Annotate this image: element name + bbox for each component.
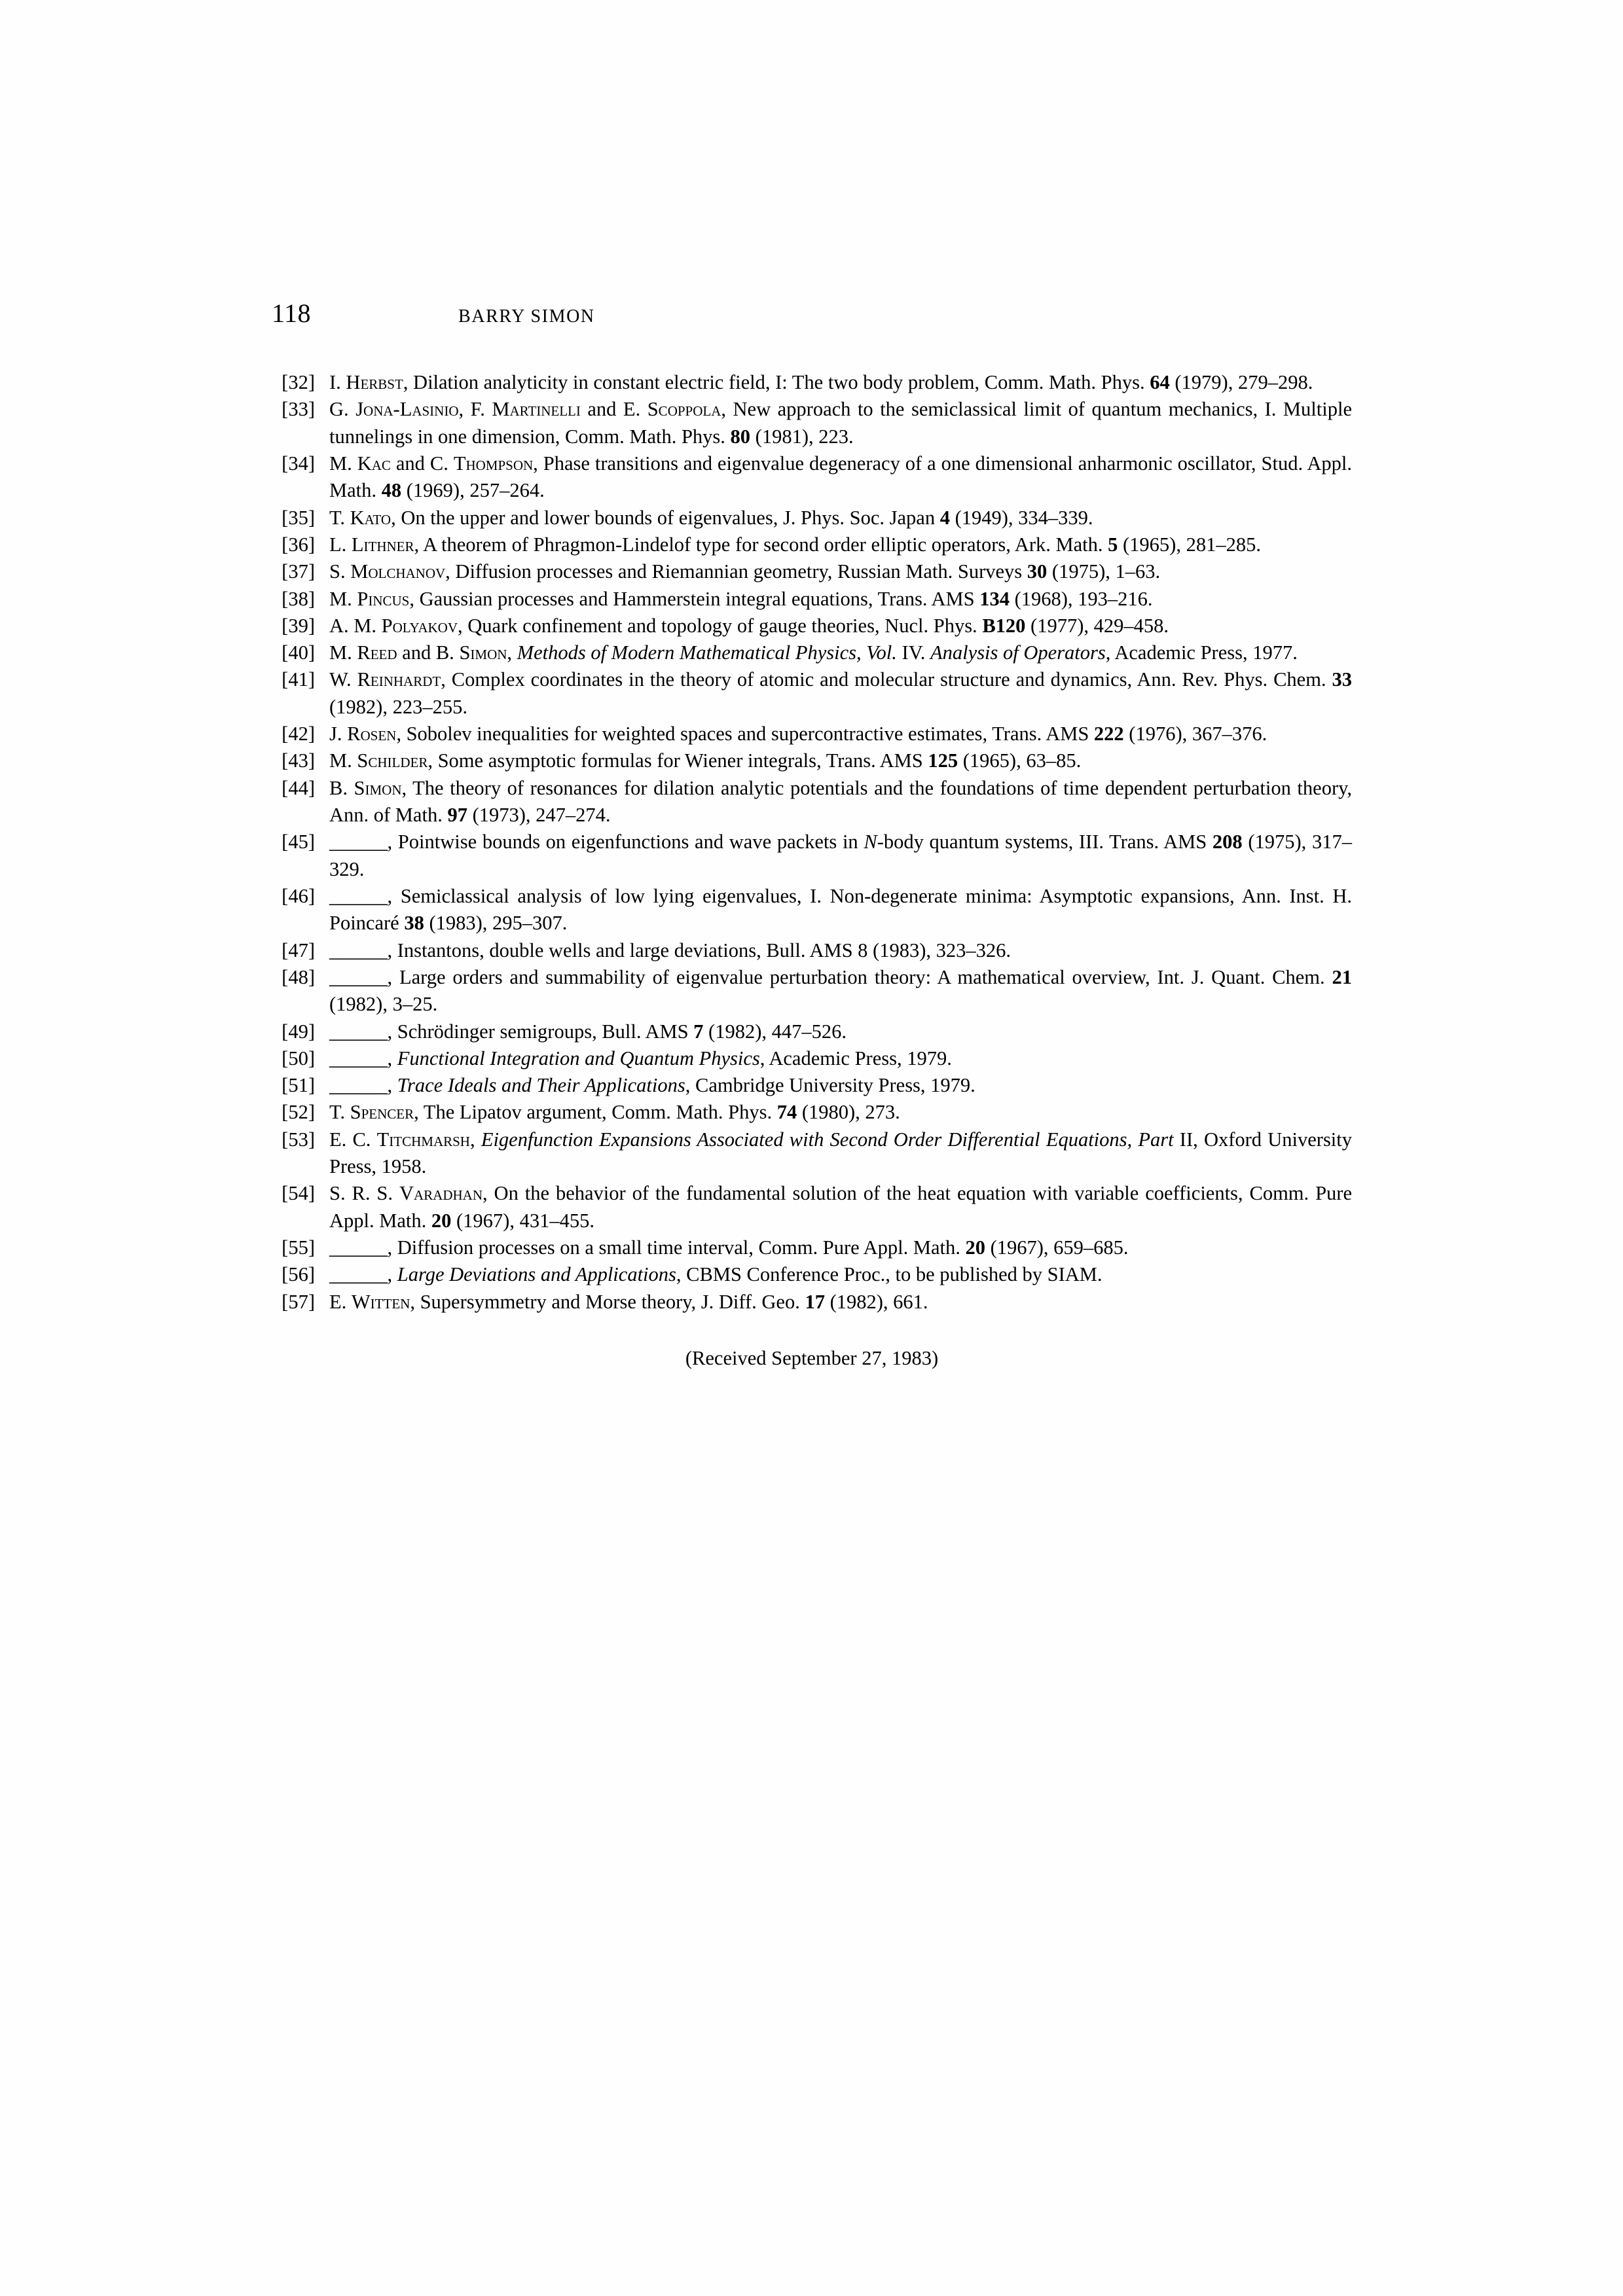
volume-number: 222 bbox=[1093, 723, 1124, 745]
reference-text bbox=[329, 1099, 1352, 1126]
author-name: Scoppola bbox=[647, 398, 721, 421]
reference-fragment: T. bbox=[329, 1101, 350, 1124]
reference-fragment: (1980), 273. bbox=[797, 1101, 900, 1124]
reference-number: [55] bbox=[282, 1236, 315, 1259]
reference-fragment: J. bbox=[329, 723, 348, 745]
author-name: Kato bbox=[350, 506, 392, 529]
reference-text bbox=[329, 666, 1352, 721]
reference-fragment: , Gaussian processes and Hammerstein integral equations, Trans. AMS bbox=[409, 587, 980, 610]
reference-fragment: , bbox=[469, 1128, 481, 1151]
page-content bbox=[272, 298, 1352, 1370]
author-name: Thompson bbox=[453, 452, 534, 475]
page-header bbox=[272, 298, 1352, 329]
author-name: Rosen bbox=[347, 723, 397, 745]
running-head: BARRY SIMON bbox=[458, 306, 595, 327]
reference-fragment: I. bbox=[329, 371, 346, 393]
reference-entry bbox=[272, 937, 1352, 964]
reference-fragment: , Large orders and summability of eigenvalue perturbation theory: A mathematical overview, Int. J. Quant. Chem. bbox=[387, 965, 1332, 988]
volume-number: 208 bbox=[1212, 831, 1243, 853]
volume-number: B120 bbox=[982, 614, 1026, 637]
reference-entry bbox=[272, 964, 1352, 1018]
reference-fragment: E. bbox=[329, 1290, 352, 1313]
reference-fragment: , On the behavior of the fundamental solution of the heat equation with variable coefficients, Comm. Pure Appl. Math. bbox=[329, 1182, 1352, 1232]
repeated-author-rule: ______ bbox=[329, 1263, 388, 1286]
reference-fragment: , A theorem of Phragmon-Lindelof type for second order elliptic operators, Ark. Math. bbox=[414, 533, 1108, 556]
reference-fragment: , Diffusion processes on a small time interval, Comm. Pure Appl. Math. bbox=[387, 1236, 966, 1259]
author-name: Lithner bbox=[351, 533, 414, 556]
reference-text bbox=[329, 747, 1352, 774]
reference-text bbox=[329, 586, 1352, 613]
reference-fragment: M. bbox=[329, 749, 357, 772]
reference-entry bbox=[272, 531, 1352, 558]
reference-number: [57] bbox=[282, 1290, 315, 1313]
reference-number: [34] bbox=[282, 452, 315, 475]
volume-number: 80 bbox=[730, 425, 751, 448]
reference-fragment: (1965), 281–285. bbox=[1118, 533, 1261, 556]
reference-fragment: , CBMS Conference Proc., to be published by SIAM. bbox=[676, 1263, 1103, 1286]
reference-fragment: B. bbox=[329, 776, 354, 799]
reference-text bbox=[329, 1261, 1352, 1288]
reference-text bbox=[329, 558, 1352, 585]
reference-text bbox=[329, 721, 1352, 747]
volume-number: 134 bbox=[979, 587, 1010, 610]
reference-number: [38] bbox=[282, 587, 315, 610]
author-name: Pincus bbox=[357, 587, 410, 610]
reference-fragment: E. C. bbox=[329, 1128, 377, 1151]
reference-text bbox=[329, 613, 1352, 639]
author-name: Reinhardt bbox=[357, 668, 441, 691]
author-name: Reed bbox=[357, 641, 397, 664]
reference-number: [46] bbox=[282, 884, 315, 907]
reference-text bbox=[329, 369, 1352, 396]
reference-text bbox=[329, 937, 1352, 964]
reference-text bbox=[329, 1180, 1352, 1234]
reference-fragment: (1975), 317–329. bbox=[329, 831, 1352, 880]
reference-fragment: IV. bbox=[896, 641, 931, 664]
reference-fragment: , Instantons, double wells and large deviations, Bull. AMS 8 (1983), 323–326. bbox=[387, 939, 1011, 961]
reference-entry bbox=[272, 505, 1352, 531]
reference-fragment: S. bbox=[329, 560, 351, 583]
reference-entry bbox=[272, 883, 1352, 937]
reference-fragment: , Supersymmetry and Morse theory, J. Diff. Geo. bbox=[410, 1290, 805, 1313]
reference-fragment: (1969), 257–264. bbox=[401, 479, 545, 502]
page-number: 118 bbox=[272, 298, 312, 328]
reference-fragment: , The theory of resonances for dilation analytic potentials and the foundations of time dependent perturbation theory, Ann. of Math. bbox=[329, 776, 1352, 826]
reference-entry bbox=[272, 1126, 1352, 1181]
volume-number: 20 bbox=[431, 1209, 452, 1232]
reference-number: [47] bbox=[282, 939, 315, 961]
reference-fragment: , New approach to the semiclassical limit of quantum mechanics, I. Multiple tunnelings in one dimension, Comm. Math. Phys. bbox=[329, 398, 1352, 448]
reference-number: [36] bbox=[282, 533, 315, 556]
volume-number: 17 bbox=[805, 1290, 825, 1313]
reference-fragment: S. R. S. bbox=[329, 1182, 399, 1205]
reference-entry bbox=[272, 775, 1352, 829]
title-italic: Functional Integration and Quantum Physics bbox=[397, 1047, 760, 1069]
reference-entry bbox=[272, 1234, 1352, 1261]
reference-fragment: II, Oxford University Press, 1958. bbox=[329, 1128, 1353, 1178]
author-name: Simon bbox=[354, 776, 402, 799]
reference-entry bbox=[272, 396, 1352, 450]
reference-fragment: and B. bbox=[397, 641, 460, 664]
author-name: Jona-Lasinio bbox=[356, 398, 459, 421]
reference-entry bbox=[272, 829, 1352, 883]
repeated-author-rule: ______ bbox=[329, 1047, 388, 1069]
reference-entry bbox=[272, 747, 1352, 774]
repeated-author-rule: ______ bbox=[329, 939, 388, 961]
reference-fragment: (1982), 223–255. bbox=[329, 695, 467, 718]
reference-number: [39] bbox=[282, 614, 315, 637]
reference-fragment: , Diffusion processes and Riemannian geometry, Russian Math. Surveys bbox=[445, 560, 1027, 583]
reference-text bbox=[329, 531, 1352, 558]
reference-text bbox=[329, 1072, 1352, 1099]
volume-number: 38 bbox=[404, 912, 424, 935]
reference-fragment: , Semiclassical analysis of low lying eigenvalues, I. Non-degenerate minima: Asymptotic expansions, Ann. Inst. H. Poincaré bbox=[329, 884, 1352, 935]
reference-fragment: (1967), 431–455. bbox=[451, 1209, 594, 1232]
reference-fragment: (1968), 193–216. bbox=[1009, 587, 1153, 610]
volume-number: 125 bbox=[928, 749, 958, 772]
title-italic: Eigenfunction Expansions Associated with Second Order Differential Equations, Part bbox=[481, 1128, 1174, 1151]
reference-text bbox=[329, 1126, 1352, 1181]
reference-fragment: , bbox=[507, 641, 517, 664]
author-name: Schilder bbox=[357, 749, 428, 772]
repeated-author-rule: ______ bbox=[329, 831, 388, 853]
reference-fragment: and C. bbox=[390, 452, 454, 475]
reference-fragment: , Academic Press, 1979. bbox=[759, 1047, 952, 1069]
title-italic: Analysis of Operators bbox=[930, 641, 1106, 664]
reference-entry bbox=[272, 1180, 1352, 1234]
reference-fragment: M. bbox=[329, 452, 357, 475]
author-name: Molchanov bbox=[350, 560, 446, 583]
volume-number: 5 bbox=[1108, 533, 1118, 556]
reference-number: [43] bbox=[282, 749, 315, 772]
reference-fragment: , Pointwise bounds on eigenfunctions and wave packets in bbox=[387, 831, 864, 853]
volume-number: 20 bbox=[965, 1236, 985, 1259]
reference-fragment: (1983), 295–307. bbox=[424, 912, 568, 935]
reference-number: [42] bbox=[282, 723, 315, 745]
reference-fragment: and E. bbox=[580, 398, 647, 421]
reference-number: [41] bbox=[282, 668, 315, 691]
author-name: Martinelli bbox=[492, 398, 581, 421]
reference-entry bbox=[272, 558, 1352, 585]
reference-fragment: , Quark confinement and topology of gauge theories, Nucl. Phys. bbox=[458, 614, 983, 637]
received-date: (Received September 27, 1983) bbox=[685, 1346, 939, 1369]
reference-fragment: , Complex coordinates in the theory of atomic and molecular structure and dynamics, Ann. Rev. Phys. Chem. bbox=[441, 668, 1332, 691]
title-italic: N bbox=[864, 831, 877, 853]
reference-number: [56] bbox=[282, 1263, 315, 1286]
reference-fragment: (1982), 447–526. bbox=[703, 1020, 847, 1043]
reference-entry bbox=[272, 613, 1352, 639]
reference-number: [48] bbox=[282, 965, 315, 988]
reference-entry bbox=[272, 1045, 1352, 1072]
reference-fragment: , bbox=[387, 1047, 397, 1069]
reference-number: [54] bbox=[282, 1182, 315, 1205]
reference-text bbox=[329, 775, 1352, 829]
author-name: Spencer bbox=[350, 1101, 414, 1124]
reference-entry bbox=[272, 1261, 1352, 1288]
reference-entry bbox=[272, 1099, 1352, 1126]
reference-fragment: W. bbox=[329, 668, 357, 691]
reference-fragment: T. bbox=[329, 506, 350, 529]
reference-number: [45] bbox=[282, 831, 315, 853]
reference-fragment: , Some asymptotic formulas for Wiener integrals, Trans. AMS bbox=[428, 749, 928, 772]
reference-fragment: , Sobolev inequalities for weighted spaces and supercontractive estimates, Trans. AMS bbox=[396, 723, 1094, 745]
reference-fragment: (1982), 661. bbox=[824, 1290, 928, 1313]
author-name: Titchmarsh bbox=[376, 1128, 470, 1151]
reference-list bbox=[272, 369, 1352, 1316]
reference-entry bbox=[272, 1289, 1352, 1316]
reference-fragment: , Schrödinger semigroups, Bull. AMS bbox=[387, 1020, 694, 1043]
reference-fragment: M. bbox=[329, 587, 357, 610]
reference-fragment: G. bbox=[329, 398, 356, 421]
reference-number: [33] bbox=[282, 398, 315, 421]
reference-fragment: (1977), 429–458. bbox=[1025, 614, 1169, 637]
volume-number: 21 bbox=[1332, 965, 1352, 988]
reference-fragment: (1973), 247–274. bbox=[467, 804, 611, 826]
reference-text bbox=[329, 1234, 1352, 1261]
reference-entry bbox=[272, 586, 1352, 613]
volume-number: 30 bbox=[1027, 560, 1048, 583]
author-name: Witten bbox=[351, 1290, 410, 1313]
reference-text bbox=[329, 1289, 1352, 1316]
reference-text bbox=[329, 883, 1352, 937]
volume-number: 33 bbox=[1332, 668, 1352, 691]
reference-fragment: , On the upper and lower bounds of eigenvalues, J. Phys. Soc. Japan bbox=[391, 506, 940, 529]
title-italic: Large Deviations and Applications bbox=[397, 1263, 676, 1286]
volume-number: 64 bbox=[1150, 371, 1170, 393]
volume-number: 97 bbox=[447, 804, 467, 826]
title-italic: Trace Ideals and Their Applications bbox=[397, 1074, 685, 1097]
reference-entry bbox=[272, 666, 1352, 721]
reference-fragment: , bbox=[387, 1074, 397, 1097]
reference-fragment: (1982), 3–25. bbox=[329, 993, 438, 1016]
reference-entry bbox=[272, 369, 1352, 396]
reference-number: [37] bbox=[282, 560, 315, 583]
reference-entry bbox=[272, 1018, 1352, 1045]
reference-fragment: (1981), 223. bbox=[750, 425, 854, 448]
reference-fragment: , F. bbox=[458, 398, 492, 421]
reference-text bbox=[329, 396, 1352, 450]
reference-fragment: (1976), 367–376. bbox=[1123, 723, 1267, 745]
volume-number: 74 bbox=[776, 1101, 797, 1124]
reference-fragment: (1975), 1–63. bbox=[1047, 560, 1161, 583]
reference-number: [51] bbox=[282, 1074, 315, 1097]
reference-number: [35] bbox=[282, 506, 315, 529]
reference-fragment: (1949), 334–339. bbox=[949, 506, 1093, 529]
reference-text bbox=[329, 964, 1352, 1018]
reference-fragment: , The Lipatov argument, Comm. Math. Phys. bbox=[414, 1101, 777, 1124]
reference-entry bbox=[272, 1072, 1352, 1099]
reference-number: [52] bbox=[282, 1101, 315, 1124]
volume-number: 4 bbox=[939, 506, 950, 529]
reference-fragment: , Cambridge University Press, 1979. bbox=[685, 1074, 976, 1097]
repeated-author-rule: ______ bbox=[329, 1020, 388, 1043]
repeated-author-rule: ______ bbox=[329, 884, 388, 907]
reference-fragment: (1979), 279–298. bbox=[1169, 371, 1313, 393]
reference-text bbox=[329, 1045, 1352, 1072]
reference-fragment: M. bbox=[329, 641, 357, 664]
volume-number: 7 bbox=[693, 1020, 704, 1043]
reference-fragment: , Phase transitions and eigenvalue degeneracy of a one dimensional anharmonic oscillator, Stud. Appl. Math. bbox=[329, 452, 1352, 502]
repeated-author-rule: ______ bbox=[329, 965, 388, 988]
reference-text bbox=[329, 1018, 1352, 1045]
reference-fragment: A. M. bbox=[329, 614, 382, 637]
reference-fragment: , Dilation analyticity in constant electric field, I: The two body problem, Comm. Math. Phys. bbox=[403, 371, 1150, 393]
reference-fragment: L. bbox=[329, 533, 352, 556]
reference-text bbox=[329, 639, 1352, 666]
author-name: Varadhan bbox=[399, 1182, 483, 1205]
reference-number: [50] bbox=[282, 1047, 315, 1069]
reference-number: [40] bbox=[282, 641, 315, 664]
reference-fragment: , bbox=[387, 1263, 397, 1286]
reference-entry bbox=[272, 639, 1352, 666]
reference-fragment: -body quantum systems, III. Trans. AMS bbox=[877, 831, 1213, 853]
volume-number: 48 bbox=[381, 479, 402, 502]
repeated-author-rule: ______ bbox=[329, 1074, 388, 1097]
title-italic: Methods of Modern Mathematical Physics, Vol. bbox=[517, 641, 897, 664]
reference-text bbox=[329, 505, 1352, 531]
reference-fragment: (1965), 63–85. bbox=[958, 749, 1082, 772]
reference-number: [49] bbox=[282, 1020, 315, 1043]
reference-number: [44] bbox=[282, 776, 315, 799]
reference-entry bbox=[272, 721, 1352, 747]
reference-text bbox=[329, 450, 1352, 505]
repeated-author-rule: ______ bbox=[329, 1236, 388, 1259]
reference-text bbox=[329, 829, 1352, 883]
reference-number: [32] bbox=[282, 371, 315, 393]
reference-fragment: (1967), 659–685. bbox=[985, 1236, 1129, 1259]
reference-entry bbox=[272, 450, 1352, 505]
reference-fragment: , Academic Press, 1977. bbox=[1105, 641, 1298, 664]
reference-number: [53] bbox=[282, 1128, 315, 1151]
author-name: Simon bbox=[459, 641, 507, 664]
author-name: Herbst bbox=[346, 371, 403, 393]
author-name: Kac bbox=[357, 452, 391, 475]
author-name: Polyakov bbox=[381, 614, 458, 637]
